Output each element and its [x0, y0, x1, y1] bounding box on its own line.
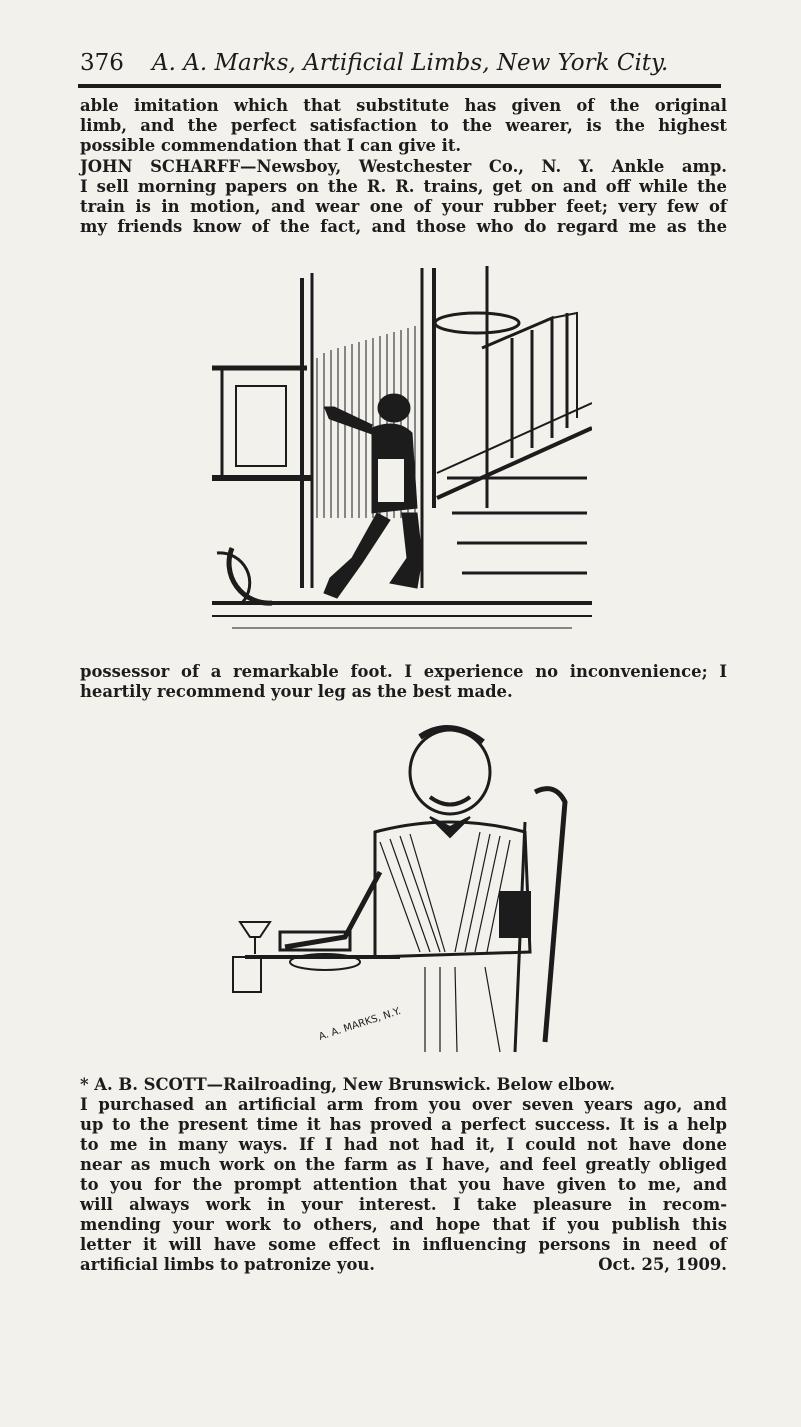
- page-number: 376: [80, 50, 124, 76]
- running-title: A. A. Marks, Artificial Limbs, New York City.: [152, 50, 669, 76]
- text-line: my friends know of the fact, and those who do regard me as the: [80, 217, 727, 236]
- text-line: able imitation which that substitute has given of the original: [80, 96, 727, 115]
- text-line: train is in motion, and wear one of your rubber feet; very few of: [80, 197, 727, 216]
- header-rule: [78, 84, 721, 88]
- illustration-signature: A. A. MARKS, N.Y.: [317, 1005, 403, 1043]
- text-line: possessor of a remarkable foot. I experience no inconvenience; I: [80, 662, 727, 681]
- text-line: possible commendation that I can give it.: [80, 136, 462, 155]
- closing-text: artificial limbs to patronize you.: [80, 1255, 376, 1274]
- letter-date: Oct. 25, 1909.: [598, 1255, 727, 1274]
- testimonial-heading: * A. B. SCOTT—Railroading, New Brunswick. Below elbow.: [80, 1075, 616, 1094]
- text-line: near as much work on the farm as I have, and feel greatly obliged: [80, 1155, 727, 1174]
- newsboy-train-illustration: [212, 258, 592, 638]
- text-line: to me in many ways. If I had not had it, I could not have done: [80, 1135, 727, 1154]
- text-line: limb, and the perfect satisfaction to the wearer, is the highest: [80, 116, 727, 135]
- scharff-continuation: [80, 662, 727, 702]
- text-line: I purchased an artificial arm from you over seven years ago, and: [80, 1095, 727, 1114]
- text-line: letter it will have some effect in influencing persons in need of: [80, 1235, 727, 1254]
- text-line: to you for the prompt attention that you have given to me, and: [80, 1175, 727, 1194]
- scharff-testimonial: [80, 157, 727, 237]
- closing-line: [80, 1255, 727, 1275]
- seated-man-illustration: [225, 722, 575, 1062]
- text-line: I sell morning papers on the R. R. trains, get on and off while the: [80, 177, 727, 196]
- text-line: will always work in your interest. I take pleasure in recom-: [80, 1195, 727, 1214]
- opening-paragraph: [80, 96, 727, 156]
- text-line: heartily recommend your leg as the best made.: [80, 682, 513, 701]
- scott-testimonial: [80, 1075, 727, 1275]
- testimonial-heading: JOHN SCHARFF—Newsboy, Westchester Co., N. Y. Ankle amp.: [80, 157, 727, 176]
- text-line: up to the present time it has proved a perfect success. It is a help: [80, 1115, 727, 1134]
- text-line: mending your work to others, and hope that if you publish this: [80, 1215, 727, 1234]
